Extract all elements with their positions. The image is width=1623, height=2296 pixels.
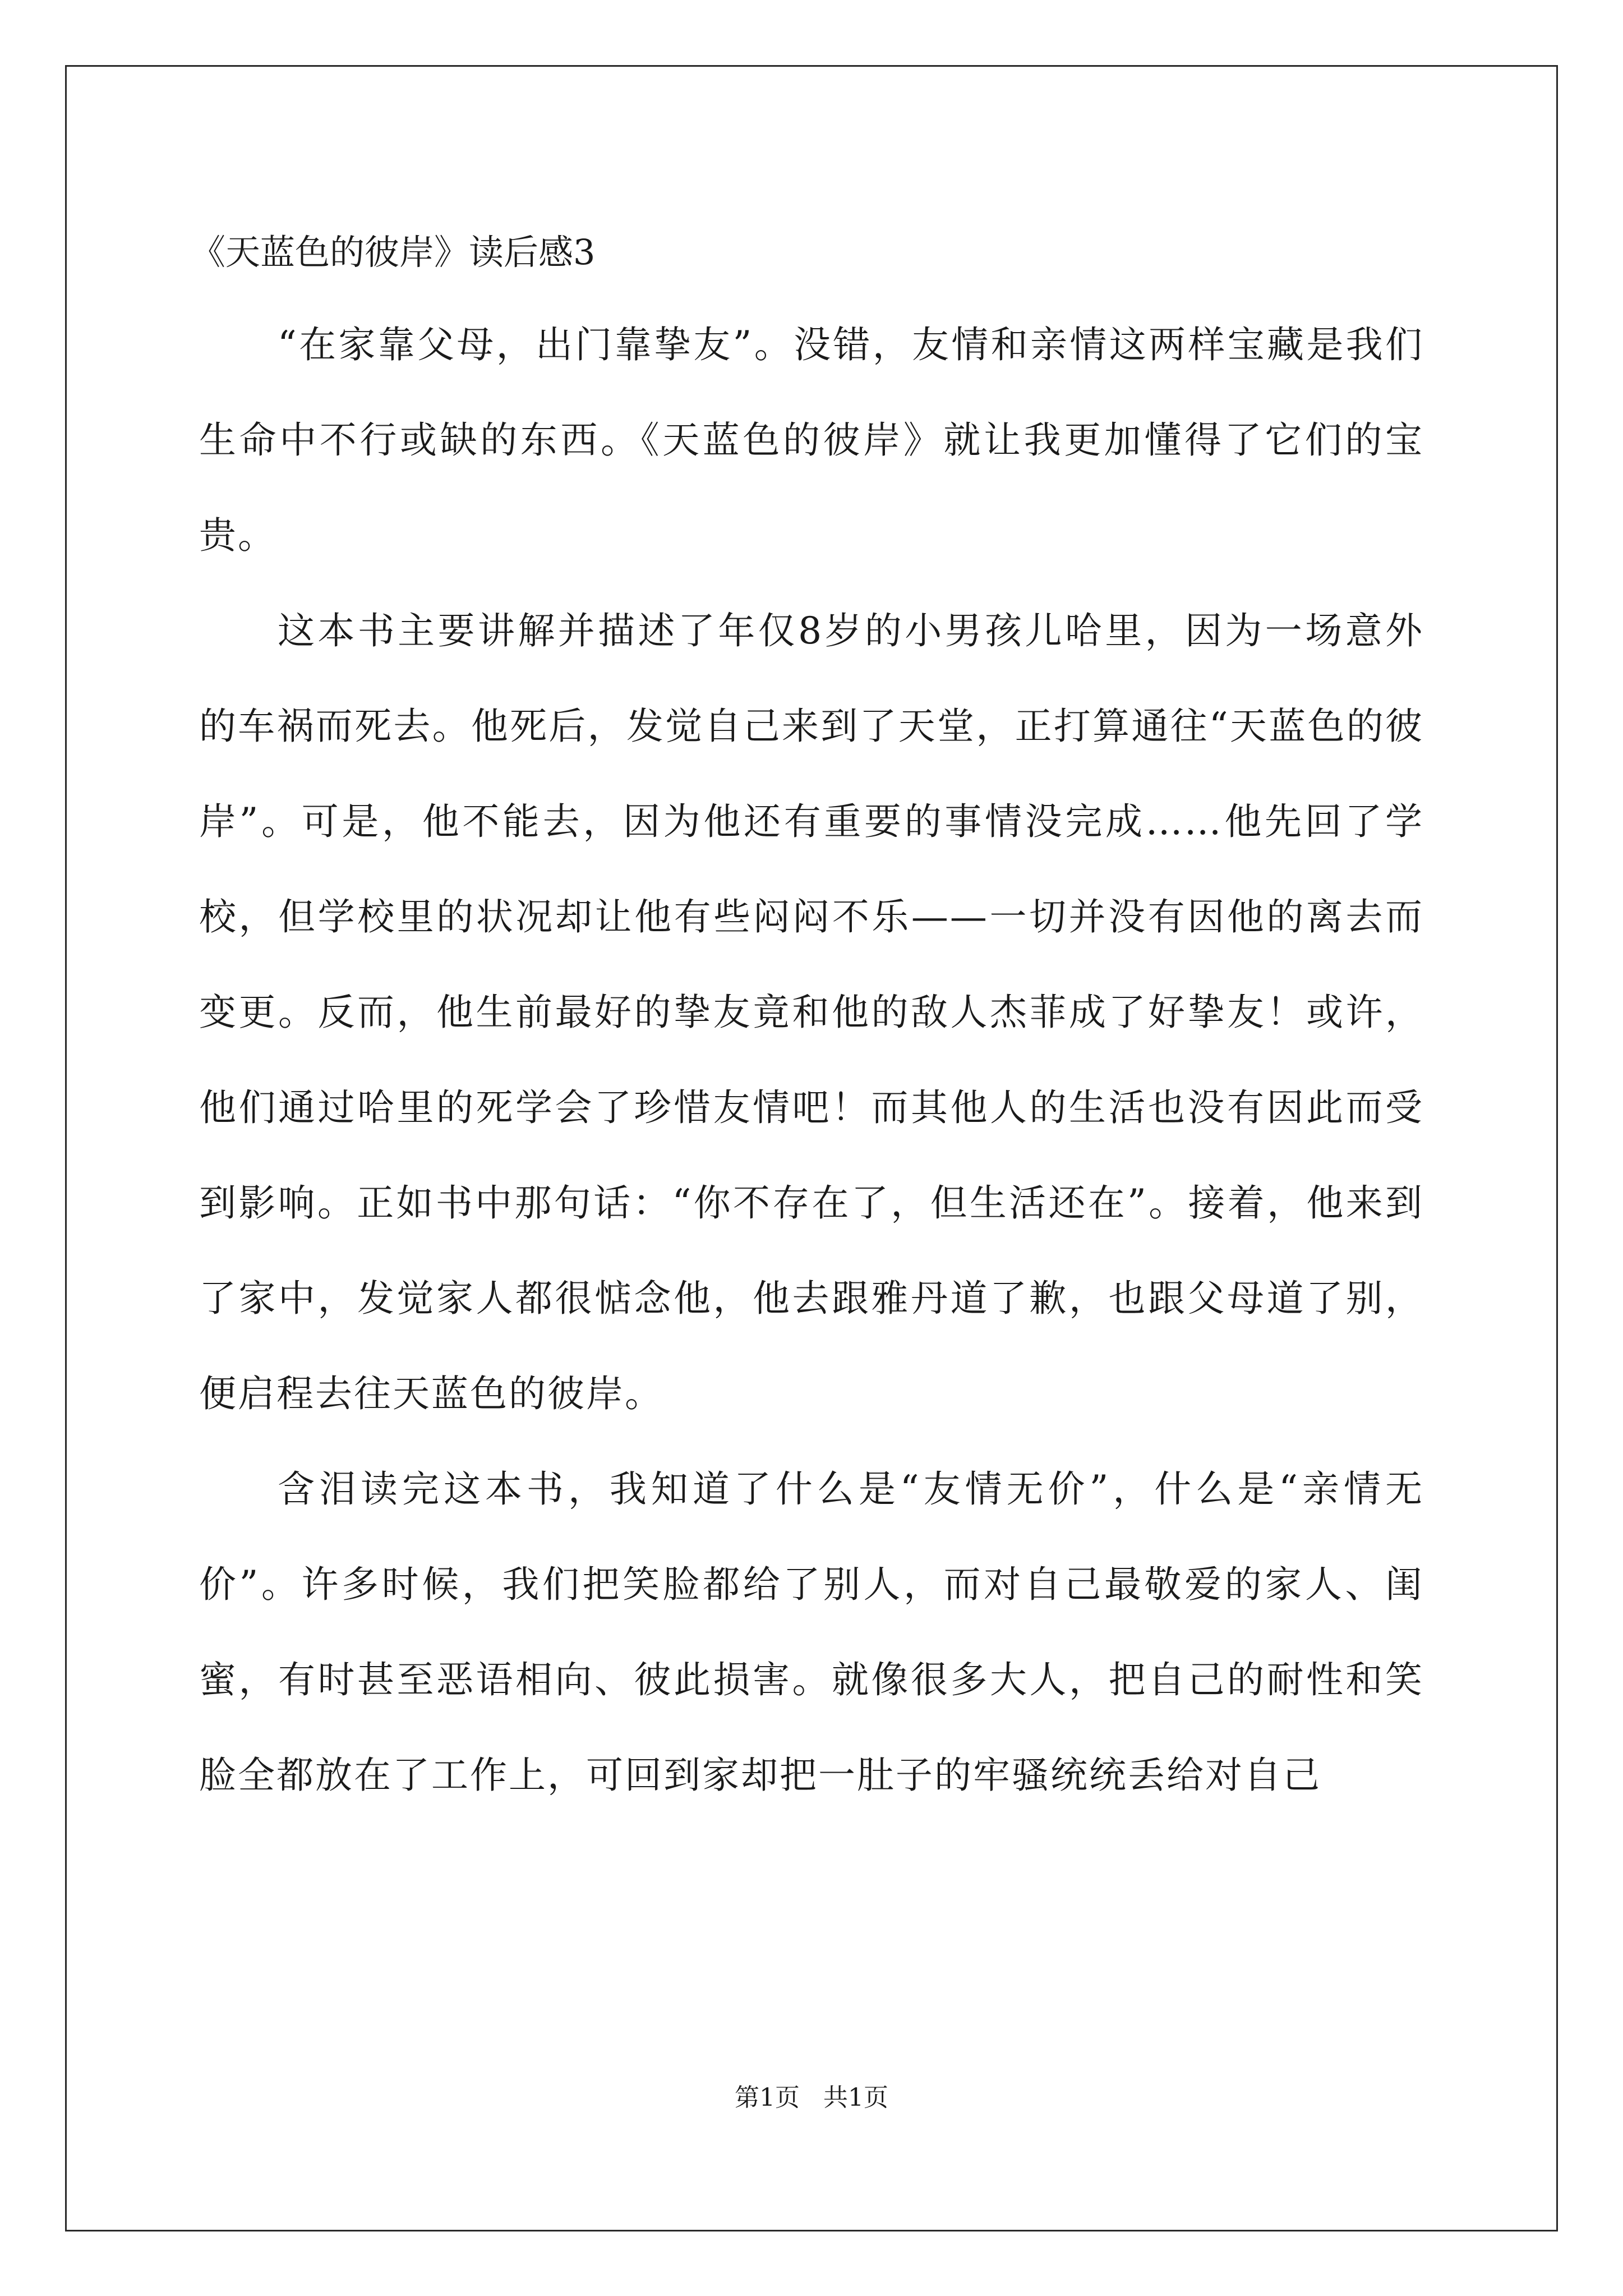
paragraph-3: 含泪读完这本书，我知道了什么是“友情无价”，什么是“亲情无价”。许多时候，我们把笑脸都给了别人，而对自己最敬爱的家人、闺蜜，有时甚至恶语相向、彼此损害。就像很多大人，把自己的耐性和笑脸全都放在了工作上，可回到家却把一肚子的牢骚统统丢给对自己 — [199, 1467, 1424, 1797]
paragraph-2: 这本书主要讲解并描述了年仅8岁的小男孩儿哈里，因为一场意外的车祸而死去。他死后，发觉自己来到了天堂，正打算通往“天蓝色的彼岸”。可是，他不能去，因为他还有重要的事情没完成……他先回了学校，但学校里的状况却让他有些闷闷不乐——一切并没有因他的离去而变更。反而，他生前最好的挚友竟和他的敌人杰菲成了好挚友！或许，他们通过哈里的死学会了珍惜友情吧！而其他人的生活也没有因此而受到影响。正如书中那句话：“你不存在了，但生活还在”。接着，他来到了家中，发觉家人都很惦念他，他去跟雅丹道了歉，也跟父母道了别，便启程去往天蓝色的彼岸。 — [199, 609, 1424, 1415]
document-title: 《天蓝色的彼岸》读后感3 — [191, 232, 596, 273]
page-number-footer: 第1页 共1页 — [735, 2083, 888, 2112]
document-body — [199, 297, 1424, 1823]
paragraph-1: “在家靠父母，出门靠挚友”。没错，友情和亲情这两样宝藏是我们生命中不行或缺的东西。《天蓝色的彼岸》就让我更加懂得了它们的宝贵。 — [199, 323, 1424, 557]
